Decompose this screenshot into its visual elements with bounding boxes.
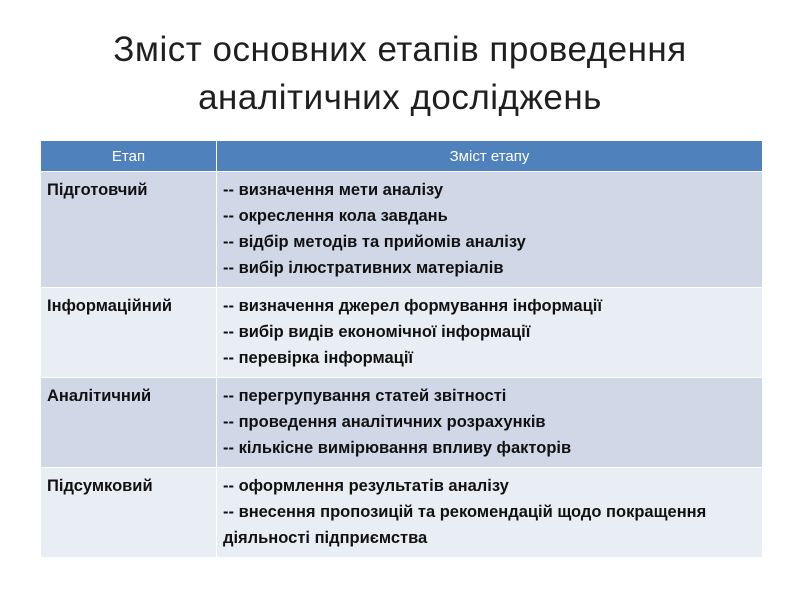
title-line-1: Зміст основних етапів проведення	[113, 30, 687, 69]
page-title	[0, 26, 800, 122]
content-item: -- вибір ілюстративних матеріалів	[223, 259, 504, 277]
stage-content	[217, 468, 763, 558]
content-item: -- внесення пропозицій та рекомендацій щодо покращення діяльності підприємства	[223, 503, 707, 547]
stages-table	[40, 140, 763, 558]
stage-name: Підготовчий	[41, 172, 217, 288]
content-item: -- оформлення результатів аналізу	[223, 477, 509, 495]
stage-content	[217, 378, 763, 468]
content-item: -- окреслення кола завдань	[223, 207, 448, 225]
table-header-row	[41, 141, 763, 172]
header-content: Зміст етапу	[217, 141, 763, 172]
table-row	[41, 468, 763, 558]
stage-name: Аналітичний	[41, 378, 217, 468]
content-item: -- проведення аналітичних розрахунків	[223, 413, 546, 431]
content-item: -- кількісне вимірювання впливу факторів	[223, 439, 572, 457]
content-item: -- відбір методів та прийомів аналізу	[223, 233, 526, 251]
table-row	[41, 378, 763, 468]
stage-name: Підсумковий	[41, 468, 217, 558]
content-item: -- вибір видів економічної інформації	[223, 323, 531, 341]
content-item: -- визначення мети аналізу	[223, 181, 444, 199]
content-item: -- перевірка інформації	[223, 349, 414, 367]
stage-name: Інформаційний	[41, 288, 217, 378]
title-line-2: аналітичних досліджень	[198, 78, 602, 117]
stage-content	[217, 288, 763, 378]
header-stage: Етап	[41, 141, 217, 172]
table-row	[41, 172, 763, 288]
content-item: -- перегрупування статей звітності	[223, 387, 507, 405]
table-row	[41, 288, 763, 378]
content-item: -- визначення джерел формування інформації	[223, 297, 602, 315]
stage-content	[217, 172, 763, 288]
